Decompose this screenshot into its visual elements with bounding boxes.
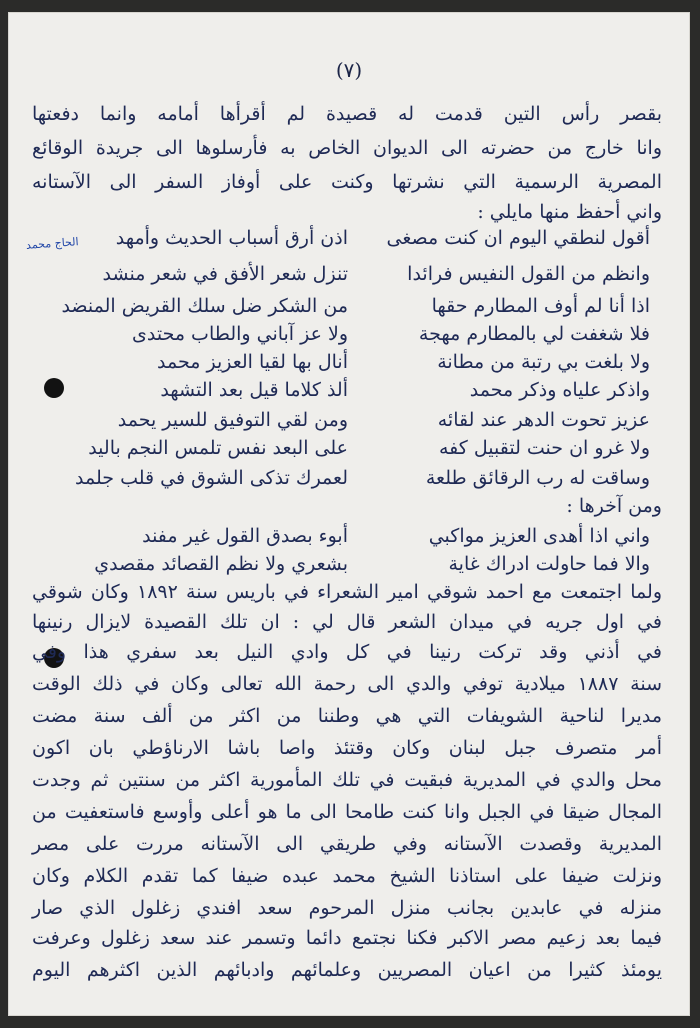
verse-first-half: وانظم من القول النفيس فرائدا [407, 263, 650, 285]
verse-first-half: والا فما حاولت ادراك غاية [448, 553, 650, 575]
page-number: (٧) [335, 58, 363, 82]
text-line: المديرية وقصدت الآستانه وفي طريقي الى الآستانه مررت على مصر [32, 833, 662, 855]
text-line: بقصر رأس التين قدمت له قصيدة لم أقرأها أمامه وانما دفعتها [32, 103, 662, 125]
verse-second-half: ولا عز آباني والطاب محتدى [132, 323, 348, 345]
text-line: المصرية الرسمية التي نشرتها وكنت على أوفاز السفر الى الآستانه [32, 171, 662, 193]
verse-first-half: اذا أنا لم أوف المطارم حقها [431, 295, 650, 317]
verse-first-half: واذكر علياه وذكر محمد [469, 379, 650, 401]
text-line: ولما اجتمعت مع احمد شوقي امير الشعراء في باريس سنة ١٨٩٢ وكان شوقي [32, 581, 662, 603]
verse-first-half: واني اذا أهدى العزيز مواكبي [428, 525, 650, 547]
text-line: ونزلت ضيفا على استاذنا الشيخ محمد عبده ضيفا كما تقدم الكلام وكان [32, 865, 662, 887]
verse-second-half: بشعري ولا نظم القصائد مقصدي [94, 553, 348, 575]
text-line: فيما بعد زعيم مصر الاكبر فكنا نجتمع دائما وتسمر عند سعد زغلول وعرفت [32, 927, 662, 949]
verse-second-half: من الشكر ضل سلك القريض المنضد [61, 295, 348, 317]
verse-first-half: عزيز تحوت الدهر عند لقائه [437, 409, 650, 431]
verse-second-half: لعمرك تذكى الشوق في قلب جلمد [75, 467, 348, 489]
verse-second-half: اذن أرق أسباب الحديث وأمهد [115, 227, 348, 249]
verse-first-half: أقول لنطقي اليوم ان كنت مصغى [386, 227, 650, 249]
verse-second-half: ألذ كلاما قيل بعد التشهد [160, 379, 348, 401]
text-line: في أذني وقد تركت رنينا في كل وادي النيل بعد سفري هذا وفي [32, 641, 662, 663]
text-line: واني أحفظ منها مايلي : [477, 201, 662, 223]
text-line: في اول جريه في ميدان الشعر قال لي : ان تلك القصيدة لايزال رنينها [32, 611, 662, 633]
text-line: مديرا لناحية الشويفات التي هي وطننا من اكثر من ألف سنة مضت [32, 705, 662, 727]
verse-second-half: أنال بها لقيا العزيز محمد [157, 351, 348, 373]
text-line: المجال ضيقا في الجبل وانا كنت طامحا الى ما هو أعلى وأوسع فاستعفيت من [32, 801, 662, 823]
verse-second-half: تنزل شعر الأفق في شعر منشد [102, 263, 348, 285]
verse-first-half: ولا بلغت بي رتبة من مطانة [437, 351, 650, 373]
text-line: محل والدي في المديرية فبقيت في تلك المأمورية اكثر من سنتين ثم وجدت [32, 769, 662, 791]
verse-first-half: ولا غرو ان حنت لتقبيل كفه [438, 437, 650, 459]
verse-second-half: ومن لقي التوفيق للسير يحمد [117, 409, 348, 431]
manuscript-page [8, 12, 690, 1016]
verse-second-half: أبوء بصدق القول غير مفند [142, 525, 348, 547]
text-line: منزله في عابدين بجانب منزل المرحوم سعد افندي زغلول الذي صار [32, 897, 662, 919]
text-line: أمر متصرف جبل لبنان وكان وقتئذ واصا باشا الارناؤطي بان اكون [32, 737, 662, 759]
verse-first-half: فلا شغفت لي بالمطارم مهجة [418, 323, 650, 345]
punch-hole [44, 378, 64, 398]
text-line: يومئذ كثيرا من اعيان المصريين وعلمائهم وادبائهم الذين اكثرهم اليوم [32, 959, 662, 981]
text-line: سنة ١٨٨٧ ميلادية توفي والدي الى رحمة الله تعالى وكان في ذلك الوقت [32, 673, 662, 695]
text-line: وانا خارج من حضرته الى الديوان الخاص به فأرسلوها الى جريدة الوقائع [32, 137, 662, 159]
verse-first-half: وساقت له رب الرقائق طلعة [425, 467, 650, 489]
text-line: ومن آخرها : [566, 495, 662, 517]
verse-second-half: على البعد نفس تلمس النجم باليد [88, 437, 348, 459]
side-note: الحاج محمد [25, 235, 79, 252]
